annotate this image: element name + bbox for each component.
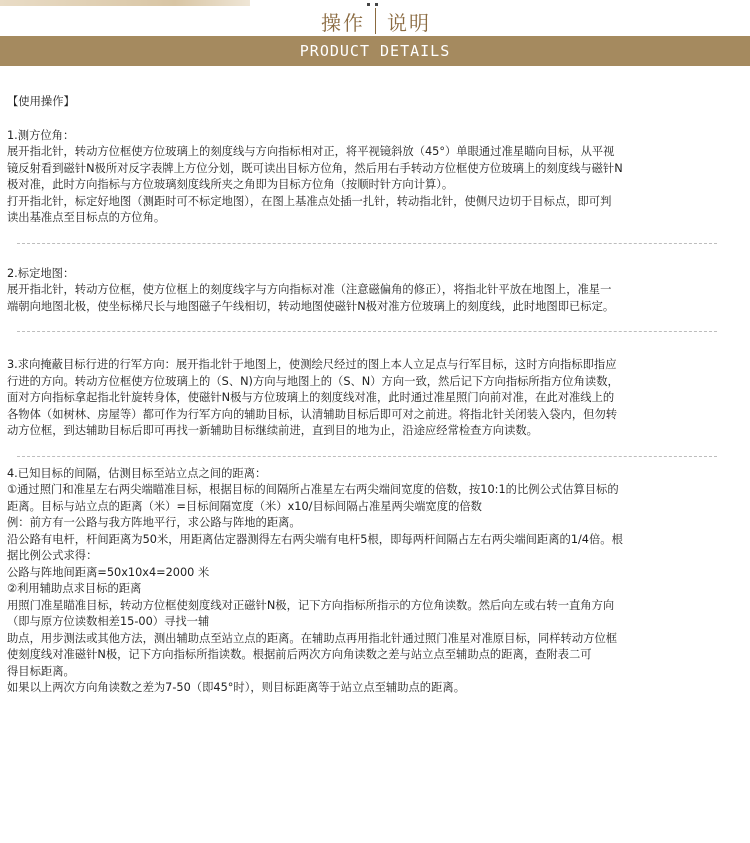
- product-details-band: [0, 36, 750, 66]
- section-4-line: 沿公路有电杆，杆间距离为50米，用距离估定器测得左右两尖端有电杆5根，即每两杆间隔占左右两尖端间距离的1/4倍。根: [7, 532, 623, 546]
- section-2: [7, 266, 715, 316]
- section-3-line: 各物体（如树林、房屋等）都可作为行军方向的辅助目标，认清辅助目标后即可对之前进。将指北针关闭装入袋内，但勿转: [7, 407, 618, 421]
- heading-title-right: 说明: [387, 11, 431, 35]
- usage-heading: 【使用操作】: [7, 95, 75, 108]
- section-4-line: 据比例公式求得：: [7, 549, 98, 562]
- section-2-title: 2.标定地图：: [7, 266, 75, 280]
- section-4-line: 如果以上两次方向角读数之差为7-50（即45°时），则目标距离等于站立点至辅助点的距离。: [7, 681, 466, 694]
- section-4-line: 4.已知目标的间隔，估测目标至站立点之间的距离：: [7, 466, 267, 480]
- band-title: PRODUCT DETAILS: [299, 42, 451, 60]
- section-3-line: 面对方向指标拿起指北针旋转身体，使磁针N极与方位玻璃上的刻度线对准，此时通过准星照门向前对准，在此对准线上的: [7, 391, 615, 404]
- section-4-line: 得目标距离。: [7, 664, 75, 678]
- heading-separator: [375, 8, 376, 34]
- section-3-line: 行进的方向。转动方位框使方位玻璃上的（S、N)方向与地图上的（S、N）方向一致，然后记下方向指标所指方位角读数，: [7, 374, 619, 388]
- heading-title-left: 操作: [321, 11, 365, 35]
- section-3-line: 动方位框，到达辅助目标后即可再找一新辅助目标继续前进，直到目的地为止，沿途应经常检查方向读数。: [7, 424, 538, 437]
- section-1: [7, 128, 715, 227]
- section-3: [7, 357, 715, 440]
- section-1-line: 镜反射看到磁针N极所对反字表牌上方位分划，既可读出目标方位角，然后用右手转动方位框使方位玻璃上的刻度线与磁针N: [7, 161, 623, 175]
- section-4-line: 距离。目标与站立点的距离（米）=目标间隔宽度（米）x10/目标间隔占准星两尖端宽度的倍数: [7, 499, 482, 513]
- section-2-line: 端朝向地图北极，使坐标梯尺长与地图磁子午线相切，转动地图使磁针N极对准方位玻璃上的刻度线，此时地图即已标定。: [7, 299, 615, 313]
- dashed-divider: [7, 440, 715, 466]
- section-1-line: 极对准，此时方向指标与方位玻璃刻度线所夹之角即为目标方位角（按顺时针方向计算）。: [7, 178, 454, 191]
- section-4-line: ②利用辅助点求目标的距离: [7, 582, 142, 595]
- section-1-line: 打开指北针，标定好地图（测距时可不标定地图），在图上基准点处插一扎针，转动指北针，使侧尺边切于目标点，即可判: [7, 194, 612, 208]
- instructions-body: [7, 94, 715, 697]
- dashed-divider: [7, 227, 715, 263]
- section-1-line: 读出基准点至目标点的方位角。: [7, 211, 166, 224]
- section-4-line: 例：前方有一公路与我方阵地平行，求公路与阵地的距离。: [7, 516, 301, 529]
- section-4-line: 使刻度线对准磁针N极，记下方向指标所指读数。根据前后两次方向角读数之差与站立点至辅助点的距离，查附表二可: [7, 648, 592, 661]
- section-4-line: 用照门准星瞄准目标，转动方位框使刻度线对正磁针N极，记下方向指标所指示的方位角读数。然后向左或右转一直角方向: [7, 598, 615, 612]
- section-1-title: 1.测方位角：: [7, 128, 75, 142]
- section-2-line: 展开指北针，转动方位框，使方位框上的刻度线字与方向指标对准（注意磁偏角的修正），将指北针平放在地图上，准星一: [7, 283, 612, 296]
- section-4-line: 公路与阵地间距离=50x10x4=2000 米: [7, 565, 210, 579]
- section-4-line: ①通过照门和准星左右两尖端瞄准目标，根据目标的间隔所占准星左右两尖端间宽度的倍数，按10:1的比例公式估算目标的: [7, 483, 619, 496]
- section-1-line: 展开指北针，转动方位框使方位玻璃上的刻度线与方向指标相对正，将平视镜斜放（45°）单眼通过准星瞄向目标，从平视: [7, 145, 615, 158]
- section-3-line: 3.求向掩蔽目标行进的行军方向：展开指北针于地图上，使测绘尺经过的图上本人立足点与行军目标，这时方向指标即指应: [7, 358, 617, 371]
- section-4-line: （即与原方位读数相差15-00）寻找一辅: [7, 615, 210, 628]
- section-4-line: 助点，用步测法或其他方法，测出辅助点至站立点的距离。在辅助点再用指北针通过照门准星对准原目标，同样转动方位框: [7, 631, 618, 645]
- section-heading: [0, 6, 750, 36]
- dashed-divider: [7, 315, 715, 357]
- section-4: [7, 466, 715, 697]
